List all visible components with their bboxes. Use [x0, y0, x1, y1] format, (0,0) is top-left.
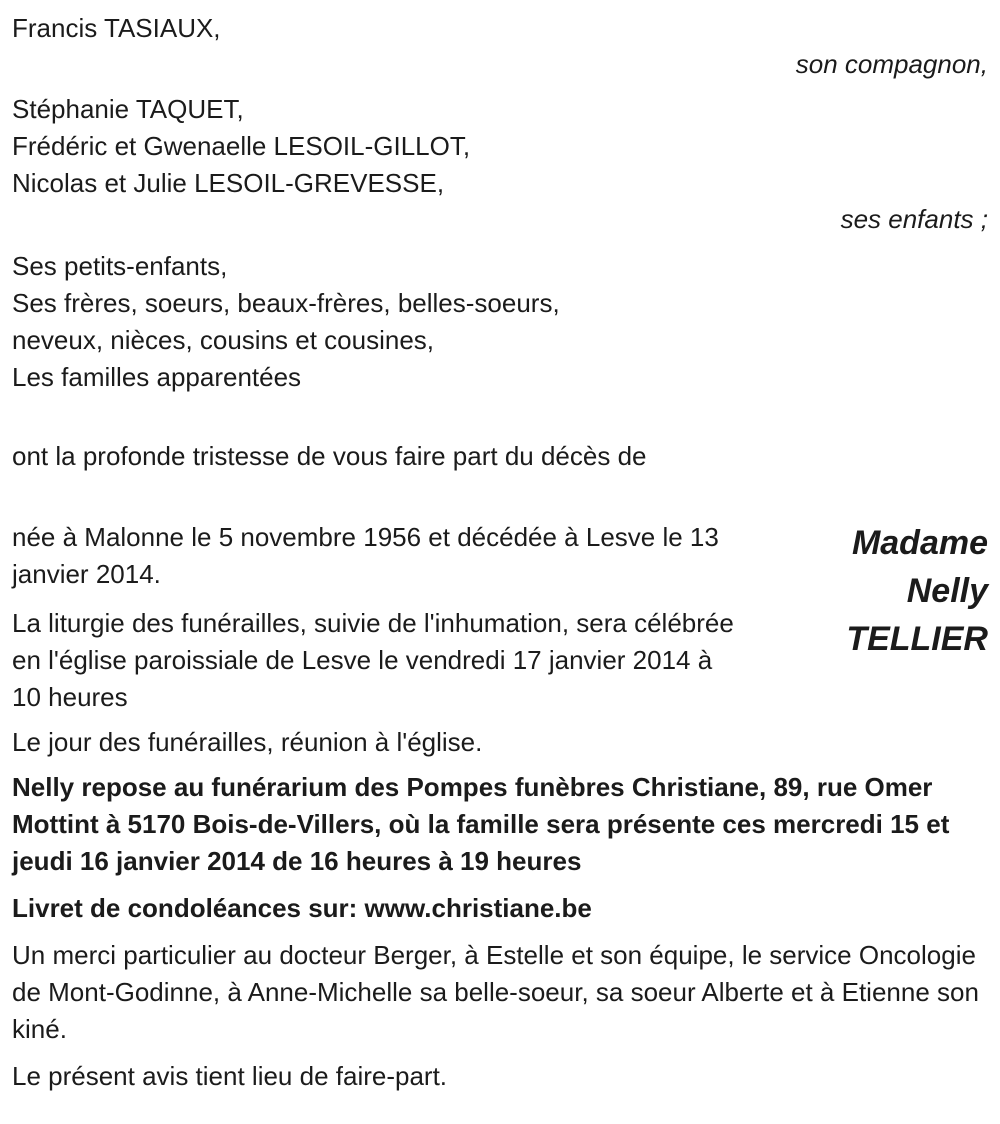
companion-name: Francis TASIAUX,	[12, 13, 221, 43]
deceased-last-name: TELLIER	[846, 620, 988, 658]
relative-line: neveux, nièces, cousins et cousines,	[12, 325, 435, 355]
relative-line: Les familles apparentées	[12, 362, 302, 392]
other-relatives-list	[12, 248, 988, 396]
relative-line: Ses frères, soeurs, beaux-frères, belles-soeurs,	[12, 288, 560, 318]
child-line: Stéphanie TAQUET,	[12, 94, 244, 124]
birth-death-line: née à Malonne le 5 novembre 1956 et décédée à Lesve le 13 janvier 2014.	[12, 522, 719, 589]
funerarium-paragraph: Nelly repose au funérarium des Pompes funèbres Christiane, 89, rue Omer Mottint à 5170 Bois-de-Villers, où la famille sera présente ces mercredi 15 et jeudi 16 janvier 2014 de 16 heures à 19 heures	[12, 772, 950, 876]
deceased-name-block	[744, 519, 988, 663]
child-line: Nicolas et Julie LESOIL-GREVESSE,	[12, 168, 445, 198]
condolences-line: Livret de condoléances sur: www.christiane.be	[12, 893, 592, 923]
deceased-section	[12, 519, 988, 761]
companion-relation: son compagnon,	[795, 49, 988, 79]
announcement-line: ont la profonde tristesse de vous faire part du décès de	[12, 441, 647, 471]
thanks-paragraph: Un merci particulier au docteur Berger, à Estelle et son équipe, le service Oncologie de Mont-Godinne, à Anne-Michelle sa belle-soeur, sa soeur Alberte et à Etienne son kiné.	[12, 940, 979, 1044]
family-section	[12, 10, 988, 396]
meeting-line: Le jour des funérailles, réunion à l'église.	[12, 727, 483, 757]
relative-line: Ses petits-enfants,	[12, 251, 228, 281]
children-relation: ses enfants ;	[840, 204, 988, 234]
closing-line: Le présent avis tient lieu de faire-part.	[12, 1061, 448, 1091]
funeral-details	[12, 519, 744, 761]
child-line: Frédéric et Gwenaelle LESOIL-GILLOT,	[12, 131, 471, 161]
deceased-title: Madame	[851, 524, 988, 562]
children-list	[12, 91, 988, 202]
liturgy-line: La liturgie des funérailles, suivie de l'inhumation, sera célébrée en l'église paroissiale de Lesve le vendredi 17 janvier 2014 à 10 heures	[12, 608, 734, 712]
deceased-first-name: Nelly	[906, 572, 988, 610]
